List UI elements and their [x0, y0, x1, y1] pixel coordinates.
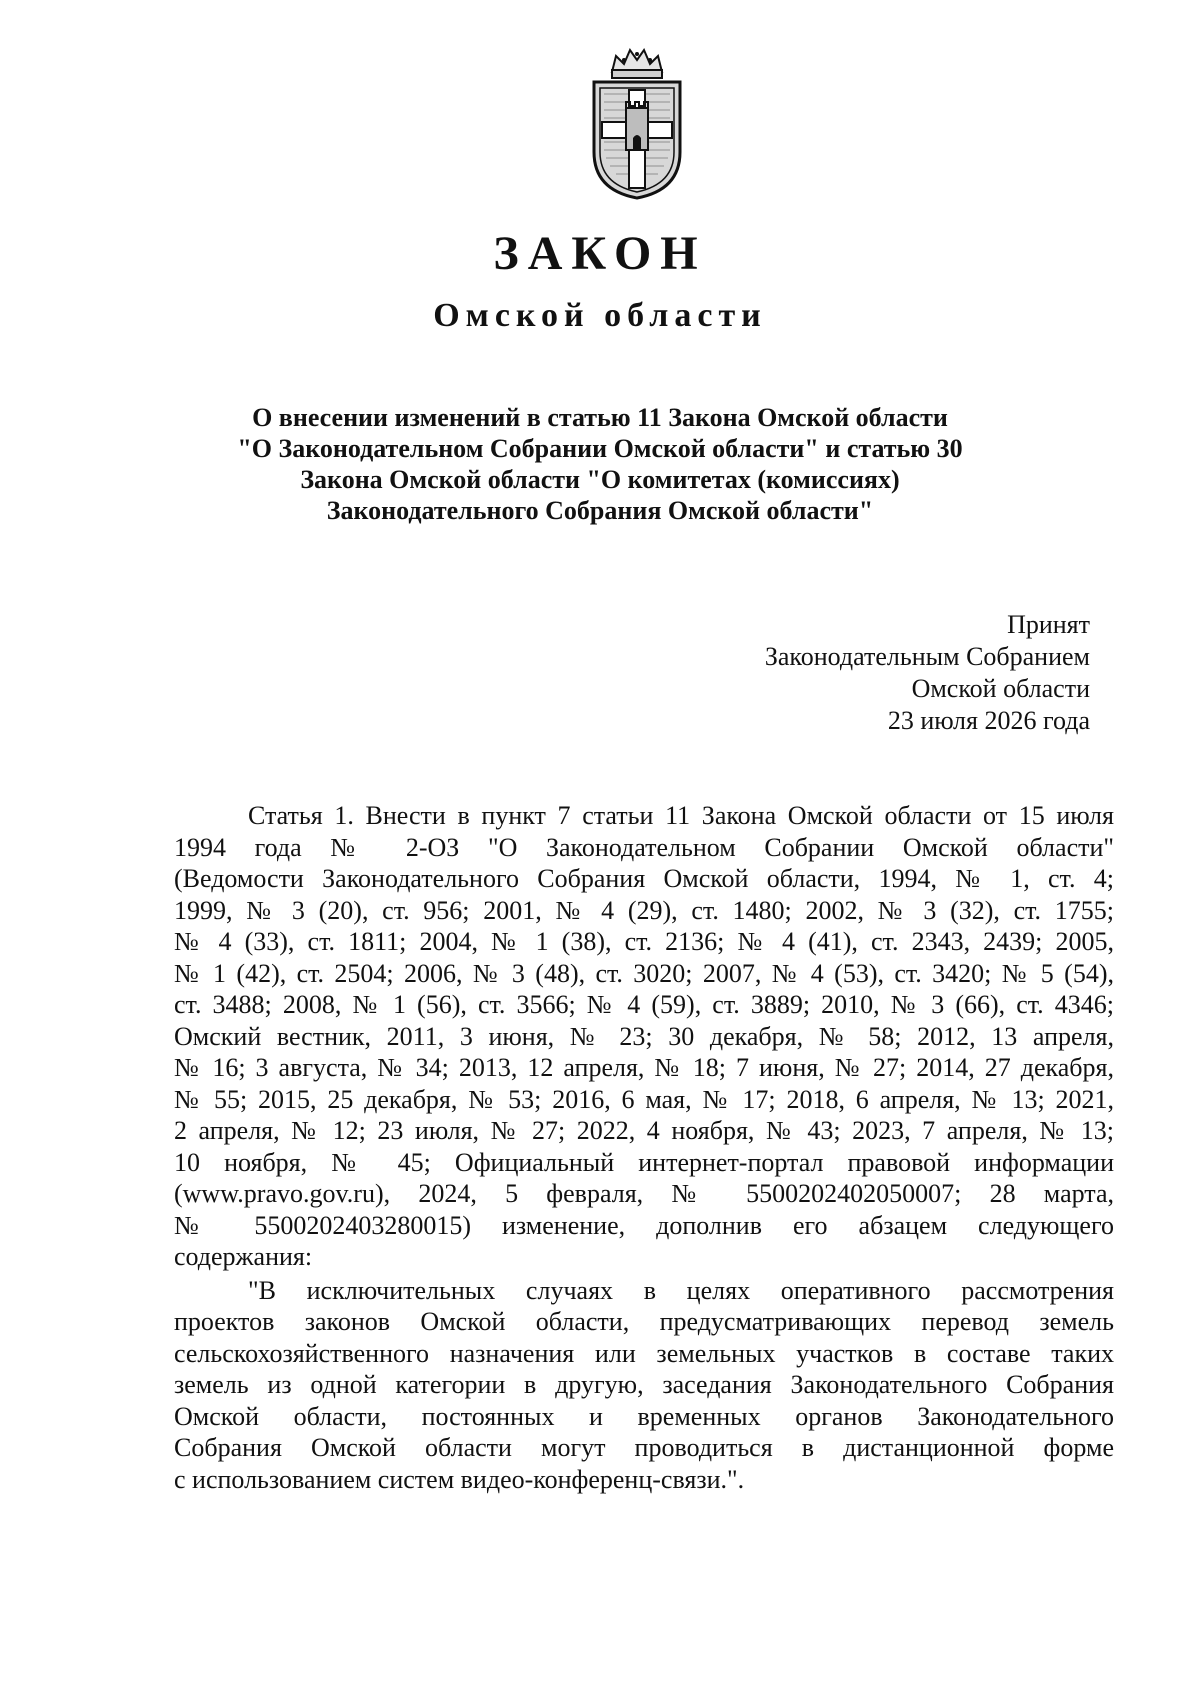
- amendment-quote-line: сельскохозяйственного назначения или земельных участков в составе таких: [174, 1338, 1114, 1368]
- article-1-line: (Ведомости Законодательного Собрания Омской области, 1994, № 1, ст. 4;: [174, 864, 1114, 893]
- amendment-quote-line: земель из одной категории в другую, заседания Законодательного Собрания: [174, 1370, 1114, 1399]
- article-1-line: № 5500202403280015) изменение, дополнив его абзацем следующего: [174, 1210, 1114, 1240]
- article-1-line: 1999, № 3 (20), ст. 956; 2001, № 4 (29), ст. 1480; 2002, № 3 (32), ст. 1755;: [174, 895, 1114, 925]
- law-heading-line: Законодательного Собрания Омской области": [326, 496, 874, 525]
- article-1-line: № 1 (42), ст. 2504; 2006, № 3 (48), ст. 3020; 2007, № 4 (53), ст. 3420; № 5 (54),: [174, 958, 1114, 988]
- amendment-quote-line: проектов законов Омской области, предусматривающих перевод земель: [174, 1307, 1114, 1336]
- article-1-line: 10 ноября, № 45; Официальный интернет-портал правовой информации: [174, 1147, 1114, 1177]
- law-heading-line: Закона Омской области "О комитетах (комиссиях): [300, 465, 900, 494]
- document-title: ЗАКОН: [493, 227, 707, 280]
- article-1-line: Омский вестник, 2011, 3 июня, № 23; 30 декабря, № 58; 2012, 13 апреля,: [174, 1021, 1114, 1051]
- article-1-line: № 55; 2015, 25 декабря, № 53; 2016, 6 мая, № 17; 2018, 6 апреля, № 13; 2021,: [174, 1084, 1114, 1114]
- law-heading-line: "О Законодательном Собрании Омской области" и статью 30: [237, 434, 963, 463]
- article-1-line: № 16; 3 августа, № 34; 2013, 12 апреля, № 18; 7 июня, № 27; 2014, 27 декабря,: [174, 1053, 1114, 1082]
- article-1-line: Статья 1. Внести в пункт 7 статьи 11 Закона Омской области от 15 июля: [248, 801, 1114, 830]
- document-subtitle: Омской области: [433, 297, 767, 334]
- amendment-quote-line: Собрания Омской области могут проводиться в дистанционной форме: [174, 1433, 1114, 1462]
- article-1-line: 1994 года № 2-ОЗ "О Законодательном Собрании Омской области": [174, 832, 1114, 862]
- article-1: [174, 800, 1114, 1495]
- adoption-line: Омской области: [911, 674, 1090, 703]
- adoption-date: 23 июля 2026 года: [887, 706, 1090, 735]
- amendment-quote-line: Омской области, постоянных и временных органов Законодательного: [174, 1401, 1114, 1431]
- amendment-quote-line: с использованием систем видео-конференц-связи.".: [174, 1464, 745, 1494]
- adoption-line: Законодательным Собранием: [764, 642, 1090, 671]
- adoption-block: [765, 609, 1090, 737]
- article-1-line: № 4 (33), ст. 1811; 2004, № 1 (38), ст. 2136; № 4 (41), ст. 2343, 2439; 2005,: [174, 927, 1114, 956]
- article-1-line: 2 апреля, № 12; 23 июля, № 27; 2022, 4 ноября, № 43; 2023, 7 апреля, № 13;: [174, 1116, 1114, 1145]
- law-heading-line: О внесении изменений в статью 11 Закона Омской области: [252, 403, 948, 432]
- amendment-quote-line: "В исключительных случаях в целях оперативного рассмотрения: [248, 1275, 1114, 1305]
- article-1-line: (www.pravo.gov.ru), 2024, 5 февраля, № 5500202402050007; 28 марта,: [174, 1179, 1114, 1208]
- article-1-line: содержания:: [174, 1242, 313, 1271]
- law-heading: [190, 402, 1010, 526]
- omsk-region-coat-of-arms-icon: [582, 42, 692, 202]
- article-1-line: ст. 3488; 2008, № 1 (56), ст. 3566; № 4 (59), ст. 3889; 2010, № 3 (66), ст. 4346;: [174, 990, 1114, 1019]
- adoption-line: Принят: [1007, 610, 1090, 639]
